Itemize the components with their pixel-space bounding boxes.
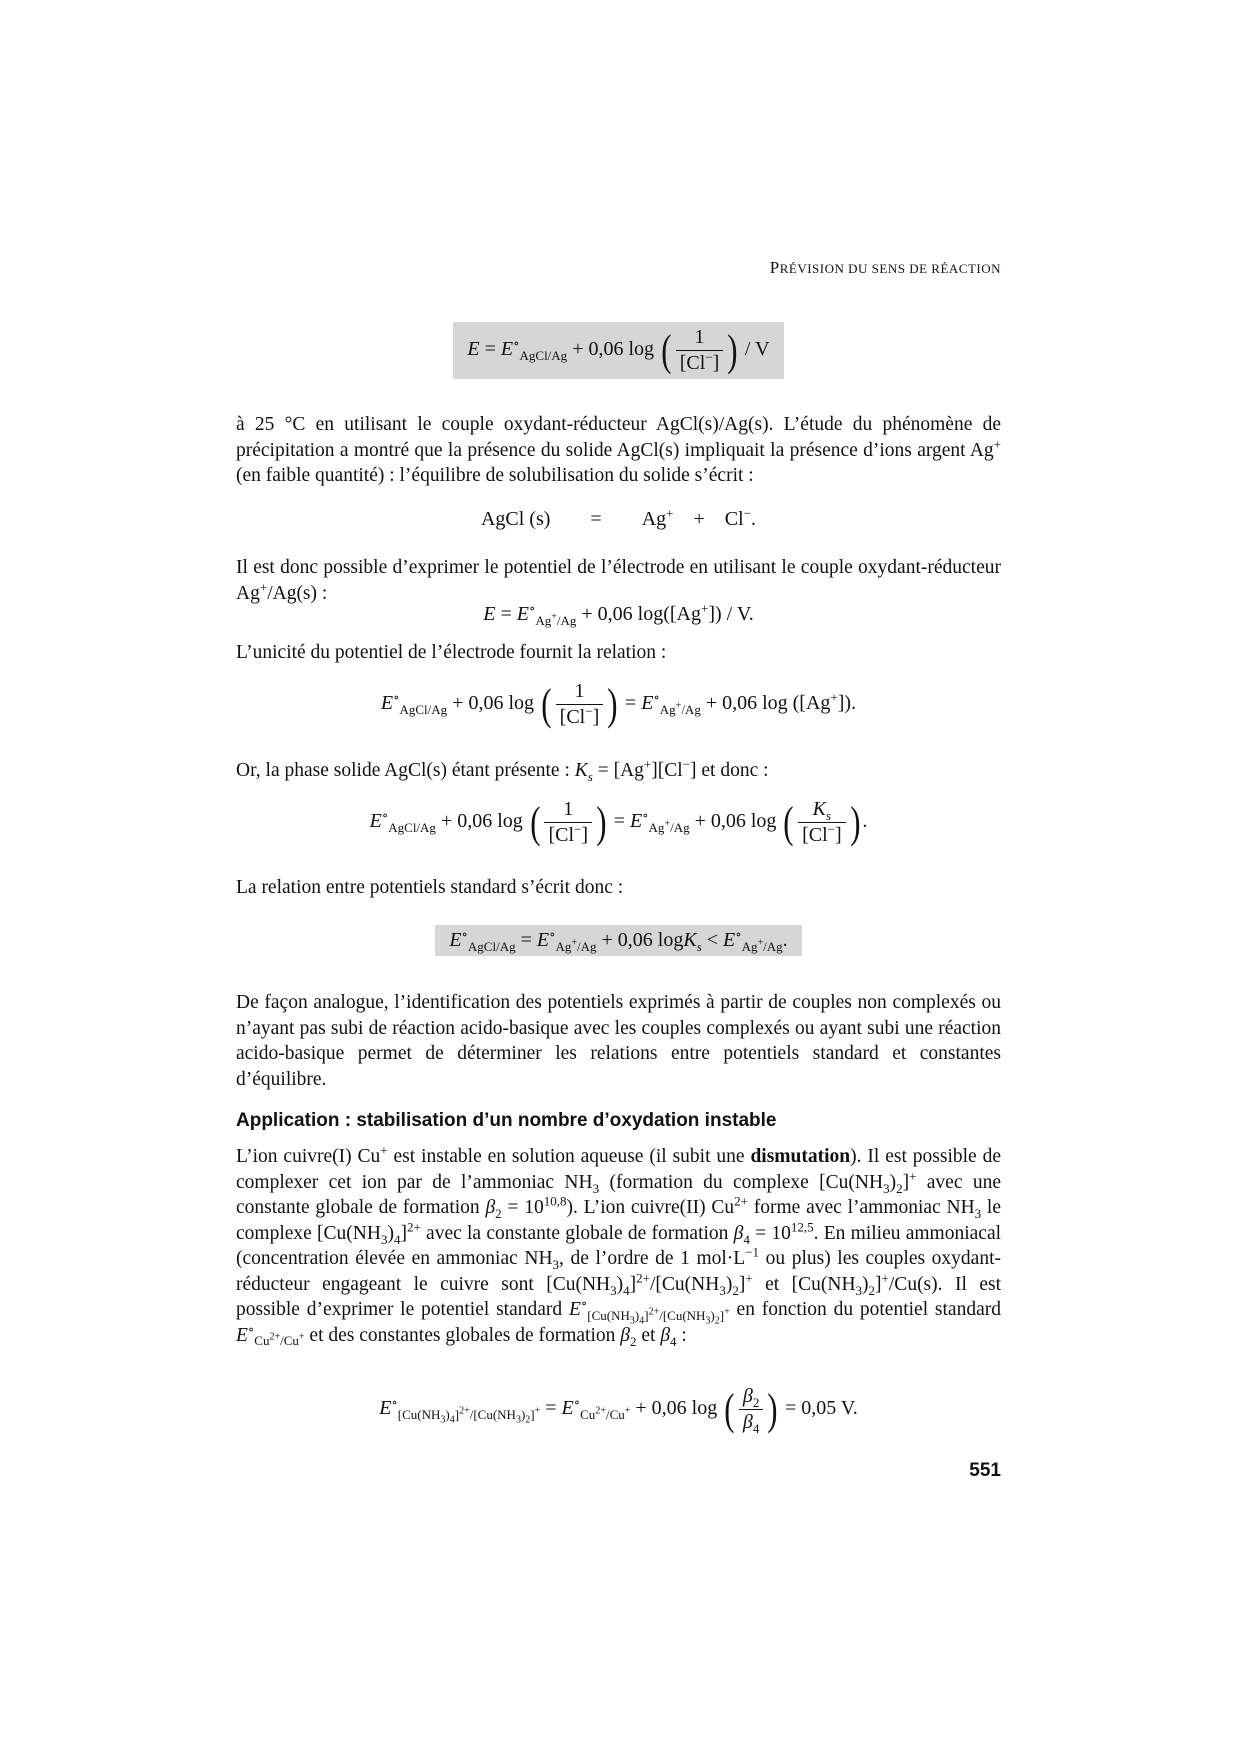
- running-header: PRÉVISION DU SENS DE RÉACTION: [769, 258, 1001, 277]
- equation-4: $E^\circ_{AgCl/Ag} + 0,06$ log ( $\frac{1}{[Cl^-]}$ ) = $E^\circ_{Ag^+/Ag} + 0,06$ log ([Ag+]).: [380, 679, 857, 729]
- equation-7: $E^\circ_{[Cu(NH_3)_4]^{2+}/[Cu(NH_3)_2]^+} = E^\circ_{Cu^{2+}/Cu^+} + 0,06$ log ( $\frac{\beta_2}{\beta_4}$ ) = 0,05 V.: [379, 1384, 858, 1436]
- paragraph-1: à 25 °C en utilisant le couple oxydant-réducteur AgCl(s)/Ag(s). L’étude du phénomène de précipitation a montré que la présence du solide AgCl(s) impliquait la présence d’ions argent Ag+ (en faible quantité) : l’équilibre de solubilisation du solide s’écrit :: [236, 414, 1001, 486]
- equation-5: $E^\circ_{AgCl/Ag} + 0,06$ log ( $\frac{1}{[Cl^-]}$ ) = $E^\circ_{Ag^+/Ag} + 0,06$ log ( $\frac{K_s}{[Cl^-]}$ ) .: [369, 797, 868, 847]
- equation-2: AgCl (s) = Ag+ + Cl−.: [480, 505, 757, 530]
- paragraph-5: La relation entre potentiels standard s’écrit donc :: [236, 877, 624, 898]
- equation-box-6: $E^\circ_{AgCl/Ag} = E^\circ_{Ag^+/Ag} + 0,06$ $\log K_s < E^\circ_{Ag^+/Ag}$.: [236, 925, 1001, 956]
- paragraph-7: L’ion cuivre(I) Cu+ est instable en solution aqueuse (il subit une dismutation). Il est possible de complexer cet ion par de l’ammoniac $NH_3$ (formation du complexe $[Cu(NH_3)_2]^+$ avec une constante globale de formation $\beta_2 = 10^{10,8}$). L’ion cuivre(II) $Cu^{2+}$ forme avec l’ammoniac $NH_3$ le complexe $[Cu(NH_3)_4]^{2+}$ avec la constante globale de formation $\beta_4 = 10^{12,5}$. En milieu ammoniacal (concentration élevée en ammoniac $NH_3$, de l’ordre de 1 $mol\cdot L^{-1}$ ou plus) les couples oxydant-réducteur engageant le cuivre sont $[Cu(NH_3)_4]^{2+}/[Cu(NH_3)_2]^+$ et $[Cu(NH_3)_2]^+/Cu(s)$. Il est possible d’exprimer le potentiel standard $E^\circ_{[Cu(NH_3)_4]^{2+}/[Cu(NH_3)_2]^+}$ en fonction du potentiel standard $E^\circ_{Cu^{2+}/Cu^+}$ et des constantes globales de formation $\beta_2$ et $\beta_4$ :: [236, 1142, 1002, 1349]
- equation-box-1: $E = E^\circ_{AgCl/Ag} + 0,06$ log ( $\frac{1}{[Cl^-]}$ ) / V: [236, 322, 1001, 379]
- paragraph-6: De façon analogue, l’identification des potentiels exprimés à partir de couples non complexés ou n’ayant pas subi de réaction acido-basique avec les couples complexés ou ayant subi une réaction acido-basique permet de déterminer les relations entre potentiels standard et constantes d’équilibre.: [236, 992, 1001, 1090]
- page-number: 551: [969, 1460, 1001, 1481]
- paragraph-2: Il est donc possible d’exprimer le potentiel de l’électrode en utilisant le couple oxydant-réducteur Ag+/Ag(s) :: [236, 557, 1001, 604]
- paragraph-4: Or, la phase solide AgCl(s) étant présente : $K_s = [Ag^+][Cl^-]$ et donc :: [236, 756, 769, 784]
- paragraph-3: L’unicité du potentiel de l’électrode fournit la relation :: [236, 642, 667, 663]
- section-heading: Application : stabilisation d’un nombre d’oxydation instable: [236, 1110, 777, 1131]
- equation-3: $E = E^\circ_{Ag^+/Ag} + 0,06$ log([Ag+]) / V.: [483, 600, 754, 628]
